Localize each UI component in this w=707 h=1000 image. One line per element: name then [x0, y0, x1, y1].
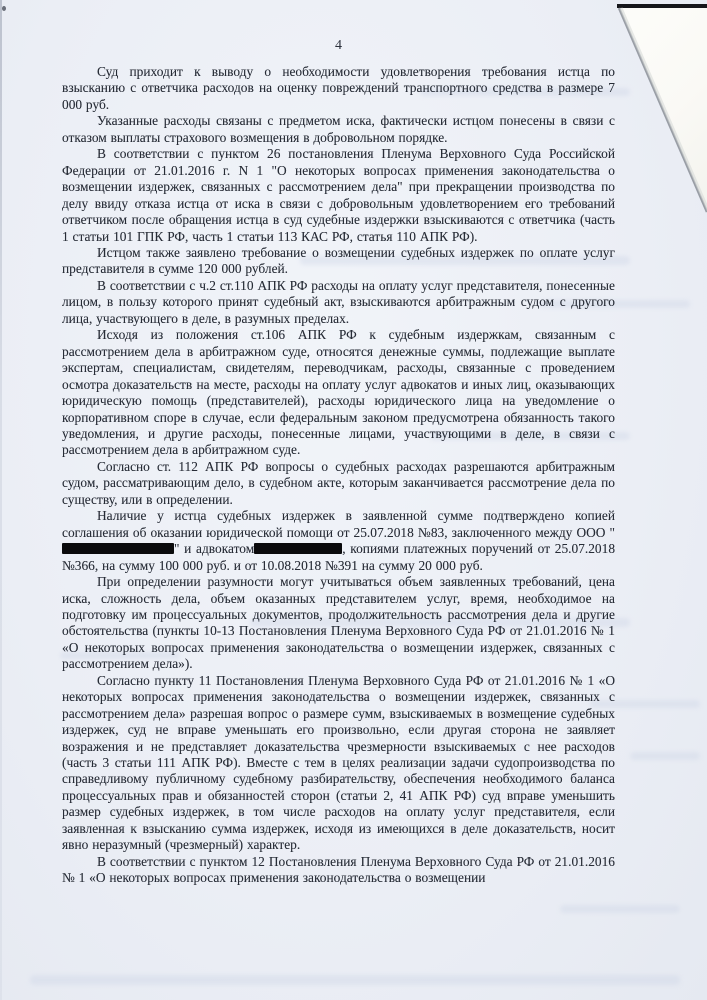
redaction-box-company-name — [62, 543, 174, 554]
evidence-text-between: " и адвокатом — [174, 541, 255, 557]
bleed-through-mark — [30, 975, 680, 985]
paragraph-plenum-point-11: Согласно пункту 11 Постановления Пленума Верховного Суда РФ от 21.01.2016 № 1 «О некоторых вопросах применения законодательства о возмещении издержек, связанных с рассмотрением дела» разрешая вопрос о размере сумм, взыскиваемых в возмещение судебных издержек, суд не вправе уменьшать его произвольно, если другая сторона не заявляет возражения и не представляет доказательства чрезмерности взыскиваемых с нее расходов (часть 3 статьи 111 АПК РФ). Вместе с тем в целях реализации задачи судопроизводства по справедливому публичному судебному разбирательству, обеспечения необходимого баланса процессуальных прав и обязанностей сторон (статьи 2, 41 АПК РФ) суд вправе уменьшить размер судебных издержек, в том числе расходов на оплату услуг представителя, если заявленная к взысканию сумма издержек, исходя из имеющихся в деле доказательств, носит явно неразумный (чрезмерный) характер. — [62, 672, 615, 853]
page-corner-fold — [617, 0, 707, 212]
bleed-through-mark — [560, 905, 680, 913]
scan-left-edge-shadow — [0, 0, 2, 1000]
paragraph-plenum-point-26: В соответствии с пунктом 26 постановления Пленума Верховного Суда Российской Федерации от 21.01.2016 г. N 1 "О некоторых вопросах применения законодательства о возмещении издержек, связанных с рассмотрением дела" при прекращении производства по делу ввиду отказа истца от иска в связи с добровольным удовлетворением его требований ответчиком после обращения истца в суд судебные издержки взыскиваются с ответчика (часть 1 статьи 101 ГПК РФ, часть 1 статьи 113 КАС РФ, статья 110 АПК РФ). — [62, 146, 615, 244]
scan-top-border — [617, 4, 707, 8]
paragraph-costs-assessment: Суд приходит к выводу о необходимости удовлетворения требования истца по взысканию с ответчика расходов на оценку повреждений транспортного средства в размере 7 000 руб. — [62, 64, 615, 112]
paragraph-apk-110: В соответствии с ч.2 ст.110 АПК РФ расходы на оплату услуг представителя, понесенные лицом, в пользу которого принят судебный акт, взыскиваются арбитражным судом с другого лица, участвующего в деле, в разумных пределах. — [62, 277, 615, 326]
paragraph-reasonableness: При определении разумности могут учитываться объем заявленных требований, цена иска, сложность дела, объем оказанных представителем услуг, время, необходимое на подготовку им процессуальных документов, продолжительность рассмотрения дела и другие обстоятельства (пункты 10-13 Постановления Пленума Верховного Суда РФ от 21.01.2016 № 1 «О некоторых вопросах применения законодательства о возмещении издержек, связанных с рассмотрением дела»). — [62, 574, 615, 672]
paragraph-representative-claim: Истцом также заявлено требование о возмещении судебных издержек по оплате услуг представителя в сумме 120 000 рублей. — [62, 244, 615, 277]
scan-speck — [2, 6, 6, 11]
paragraph-evidence-of-costs — [62, 508, 615, 574]
redaction-box-advocate-name — [254, 543, 342, 554]
paragraph-apk-112: Согласно ст. 112 АПК РФ вопросы о судебных расходах разрешаются арбитражным судом, рассматривающим дело, в судебном акте, которым заканчивается рассмотрение дела по существу, или в определении. — [62, 458, 615, 507]
paragraph-apk-106: Исходя из положения ст.106 АПК РФ к судебным издержкам, связанным с рассмотрением дела в арбитражном суде, относятся денежные суммы, подлежащие выплате экспертам, специалистам, свидетелям, переводчикам, расходы, связанные с проведением осмотра доказательств на месте, расходы на оплату услуг адвокатов и иных лиц, оказывающих юридическую помощь (представителей), расходы юридического лица на уведомление о корпоративном споре в случае, если федеральным законом предусмотрена обязанность такого уведомления, и другие расходы, понесенные лицами, участвующими в деле, в связи с рассмотрением дела в арбитражном суде. — [62, 327, 615, 458]
evidence-text-before-company: Наличие у истца судебных издержек в заявленной сумме подтверждено копией соглашения об оказании юридической помощи от 25.07.2018 №83, заключенного между ООО " — [62, 508, 615, 540]
page-number: 4 — [335, 38, 342, 53]
document-body — [62, 64, 615, 887]
paragraph-plenum-point-12: В соответствии с пунктом 12 Постановления Пленума Верховного Суда РФ от 21.01.2016 № 1 «О некоторых вопросах применения законодательства о возмещении — [62, 853, 615, 886]
evidence-text-after: , копиями платежных поручений от 25.07.2018 №366, на сумму 100 000 руб. и от 10.08.2018 №391 на сумму 20 000 руб. — [62, 541, 616, 573]
paragraph-costs-relation: Указанные расходы связаны с предметом иска, фактически истцом понесены в связи с отказом выплаты страхового возмещения в добровольном порядке. — [62, 113, 615, 145]
bleed-through-mark — [630, 752, 700, 760]
